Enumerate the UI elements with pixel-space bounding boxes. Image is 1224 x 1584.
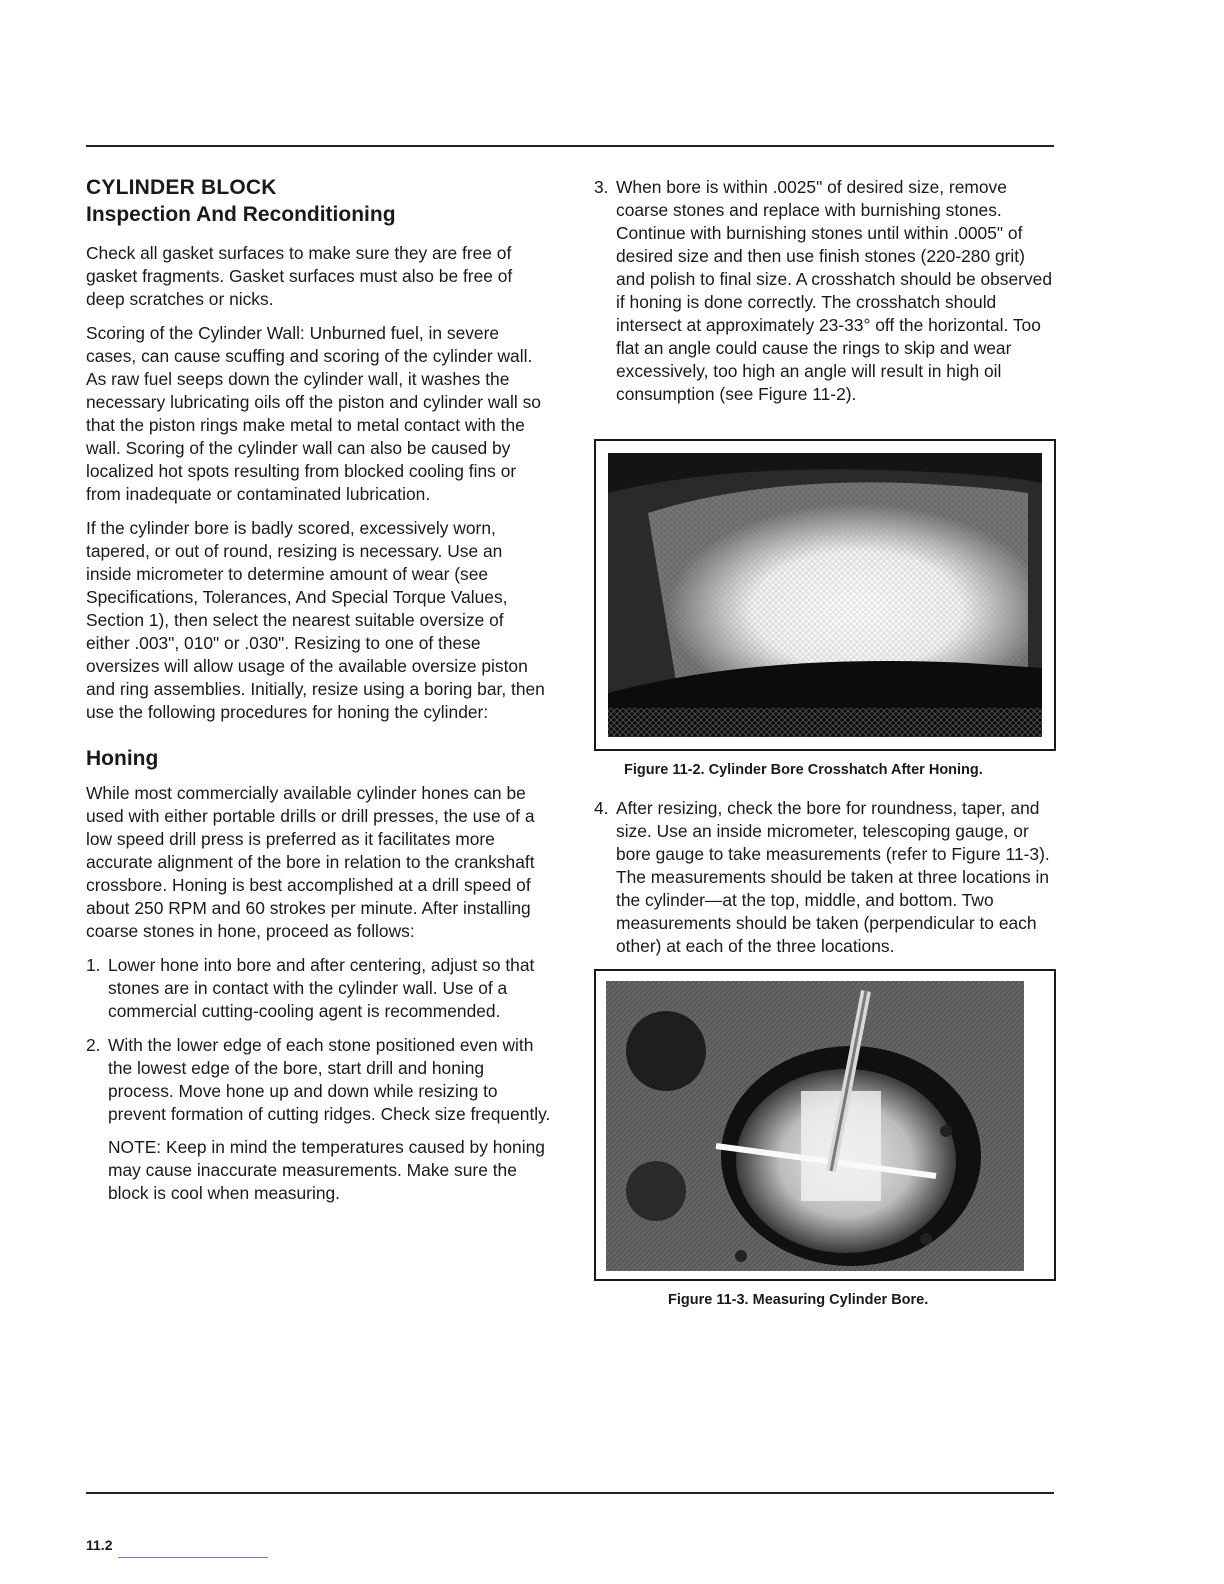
honing-intro: While most commercially available cylinder hones can be used with either portable drills or drill presses, the use of a low speed drill press is preferred as it facilitates more accurate alignment of the bore in relation to the crankshaft crossbore. Honing is best accomplished at a drill speed of about 250 RPM and 60 strokes per minute. After installing coarse stones in hone, proceed as follows:	[86, 783, 535, 941]
step-text: With the lower edge of each stone positioned even with the lowest edge of the bore, start drill and honing process. Move hone up and down while resizing to prevent formation of cutting ridges. Check size frequently.	[108, 1035, 551, 1124]
figure-caption: Figure 11-2. Cylinder Bore Crosshatch After Honing.	[624, 762, 983, 778]
left-column	[86, 176, 551, 1216]
step-number: 1.	[86, 955, 101, 975]
bottom-rule	[86, 1492, 1054, 1494]
page-number: 11.2	[86, 1537, 113, 1553]
section-title: CYLINDER BLOCK	[86, 176, 277, 199]
paragraph-resizing: If the cylinder bore is badly scored, excessively worn, tapered, or out of round, resizing is necessary. Use an inside micrometer to determine amount of wear (see Specifications, Tolerances, And Special Torque Values, Section 1), then select the nearest suitable oversize of either .003", 010" or .030". Resizing to one of these oversizes will allow usage of the available oversize piston and ring assemblies. Initially, resize using a boring bar, then use the following procedures for honing the cylinder:	[86, 518, 545, 722]
figure-crosshatch-photo	[594, 439, 1056, 751]
step-text: When bore is within .0025" of desired size, remove coarse stones and replace with burnishing stones. Continue with burnishing stones until within .0005" of desired size and then use finish stones (220-280 grit) and polish to final size. A crosshatch should be observed if honing is done correctly. The crosshatch should intersect at approximately 23-33° off the horizontal. Too flat an angle could cause the rings to skip and wear excessively, too high an angle will result in high oil consumption (see Figure 11-2).	[616, 177, 1053, 404]
figure-measuring-photo	[594, 969, 1056, 1281]
paragraph-scoring: Scoring of the Cylinder Wall: Unburned fuel, in severe cases, can cause scuffing and scoring of the cylinder wall. As raw fuel seeps down the cylinder wall, it washes the necessary lubricating oils off the piston and cylinder wall so that the piston rings make metal to metal contact with the wall. Scoring of the cylinder wall can also be caused by localized hot spots resulting from blocked cooling fins or from inadequate or contaminated lubrication.	[86, 323, 541, 504]
paragraph-gasket: Check all gasket surfaces to make sure they are free of gasket fragments. Gasket surfaces must also be free of deep scratches or nicks.	[86, 243, 513, 309]
section-subtitle: Inspection And Reconditioning	[86, 203, 396, 226]
measuring-photo-image	[606, 981, 1024, 1271]
step-note: NOTE: Keep in mind the temperatures caused by honing may cause inaccurate measurements. Make sure the block is cool when measuring.	[108, 1137, 545, 1203]
step-text: Lower hone into bore and after centering, adjust so that stones are in contact with the cylinder wall. Use of a commercial cutting-cooling agent is recommended.	[108, 955, 535, 1021]
honing-title: Honing	[86, 747, 159, 770]
crosshatch-photo-image	[608, 453, 1042, 737]
step-text: After resizing, check the bore for roundness, taper, and size. Use an inside micrometer, telescoping gauge, or bore gauge to take measurements (refer to Figure 11-3). The measurements should be taken at three locations in the cylinder—at the top, middle, and bottom. Two measurements should be taken (perpendicular to each other) at each of the three locations.	[616, 798, 1050, 956]
figure-caption: Figure 11-3. Measuring Cylinder Bore.	[668, 1292, 929, 1308]
list-item	[594, 797, 1056, 958]
right-column	[594, 176, 1056, 1309]
list-item	[594, 176, 1056, 406]
step-number: 4.	[594, 798, 609, 818]
accent-rule	[118, 1557, 268, 1558]
step-number: 3.	[594, 177, 609, 197]
list-item	[86, 1034, 551, 1205]
list-item	[86, 954, 551, 1023]
step-number: 2.	[86, 1035, 101, 1055]
top-rule	[86, 145, 1054, 147]
